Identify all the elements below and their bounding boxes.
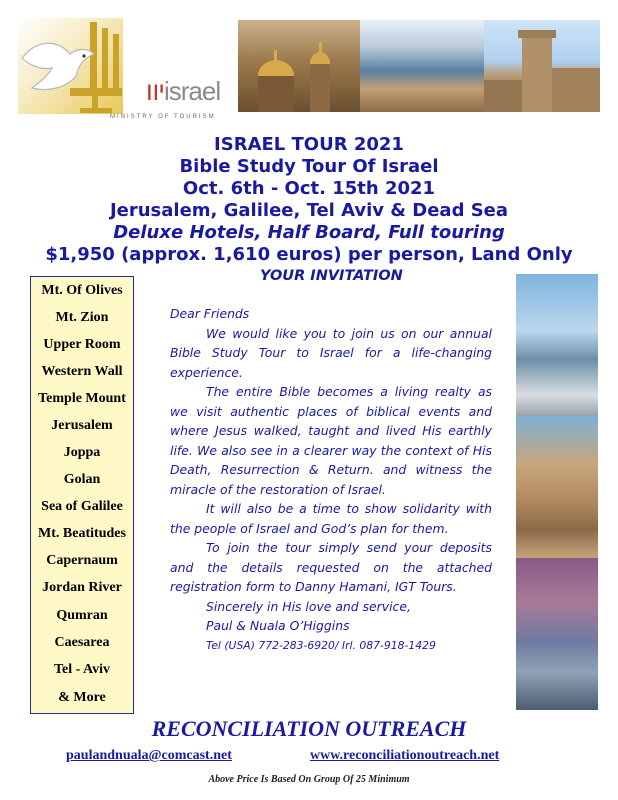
site-item: Jordan River <box>42 580 122 595</box>
site-item: Tel - Aviv <box>53 662 110 677</box>
site-item: Mt. Beatitudes <box>38 526 126 541</box>
letter-paragraph-4: To join the tour simply send your deposits and the details requested on the attached registration form to Danny Hamani, IGT Tours. <box>170 540 492 594</box>
dove-icon <box>18 18 123 114</box>
email-link[interactable]: paulandnuala@comcast.net <box>66 748 232 763</box>
site-item: Golan <box>63 472 101 487</box>
logo-hebrew-mark: יװ <box>146 76 164 106</box>
site-item: Mt. Of Olives <box>41 283 123 298</box>
site-item: Capernaum <box>46 553 118 568</box>
title-line-3: Oct. 6th - Oct. 15th 2021 <box>182 178 436 199</box>
letter-paragraph-3: It will also be a time to show solidarity with the people of Israel and God’s plan for them. <box>170 501 492 536</box>
site-item: Temple Mount <box>38 391 126 406</box>
letter-phone: Tel (USA) 772-283-6920/ Irl. 087-918-1429 <box>206 638 436 652</box>
site-item: Mt. Zion <box>55 310 109 325</box>
photo-qumran-cliffs <box>516 416 598 558</box>
title-line-1: ISRAEL TOUR 2021 <box>214 134 404 155</box>
photo-sea-of-galilee <box>360 20 484 112</box>
title-line-6: $1,950 (approx. 1,610 euros) per person, Land Only <box>45 244 573 265</box>
organization-name: RECONCILIATION OUTREACH <box>151 716 467 741</box>
photo-jerusalem-domes <box>238 20 360 112</box>
photo-galilee-dusk <box>516 558 598 710</box>
domes-illustration-icon <box>238 20 360 112</box>
menorah-dove-graphic <box>18 18 123 114</box>
letter-closing: Sincerely in His love and service, <box>206 598 411 614</box>
ministry-text: MINISTRY OF TOURISM <box>110 114 216 120</box>
photo-dead-sea <box>516 274 598 416</box>
title-line-2: Bible Study Tour Of Israel <box>179 156 439 177</box>
logo-word-text: israel <box>163 76 221 106</box>
site-item: Western Wall <box>41 364 123 379</box>
letter-greeting: Dear Friends <box>170 306 250 321</box>
title-line-4: Jerusalem, Galilee, Tel Aviv & Dead Sea <box>109 200 509 221</box>
photo-tower-of-david <box>484 20 600 112</box>
site-item: Jerusalem <box>51 418 113 433</box>
site-item: Sea of Galilee <box>41 499 123 514</box>
ministry-of-tourism-logo <box>18 18 240 120</box>
invitation-letter <box>170 304 492 655</box>
site-item: & More <box>58 690 106 705</box>
tower-illustration-icon <box>484 20 600 112</box>
invitation-title: YOUR INVITATION <box>260 268 403 284</box>
letter-signature: Paul & Nuala O’Higgins <box>206 618 350 633</box>
letter-paragraph-2: The entire Bible becomes a living realty as we visit authentic places of biblical events and where Jesus walked, taught and lived His earthly life. We also see in a clearer way the context of His Death, Resurrection & Return. and witness the miracle of the restoration of Israel. <box>170 384 492 497</box>
site-item: Joppa <box>63 445 101 460</box>
israel-logo-word <box>146 76 220 107</box>
site-item: Qumran <box>56 608 108 623</box>
site-item: Upper Room <box>43 337 121 352</box>
website-link[interactable]: www.reconciliationoutreach.net <box>310 748 500 763</box>
price-fine-print: Above Price Is Based On Group Of 25 Minimum <box>208 774 410 785</box>
site-item: Caesarea <box>54 635 110 650</box>
sites-list-box <box>30 276 134 714</box>
letter-paragraph-1: We would like you to join us on our annual Bible Study Tour to Israel for a life-changing experience. <box>170 325 492 380</box>
title-line-5: Deluxe Hotels, Half Board, Full touring <box>113 222 505 243</box>
